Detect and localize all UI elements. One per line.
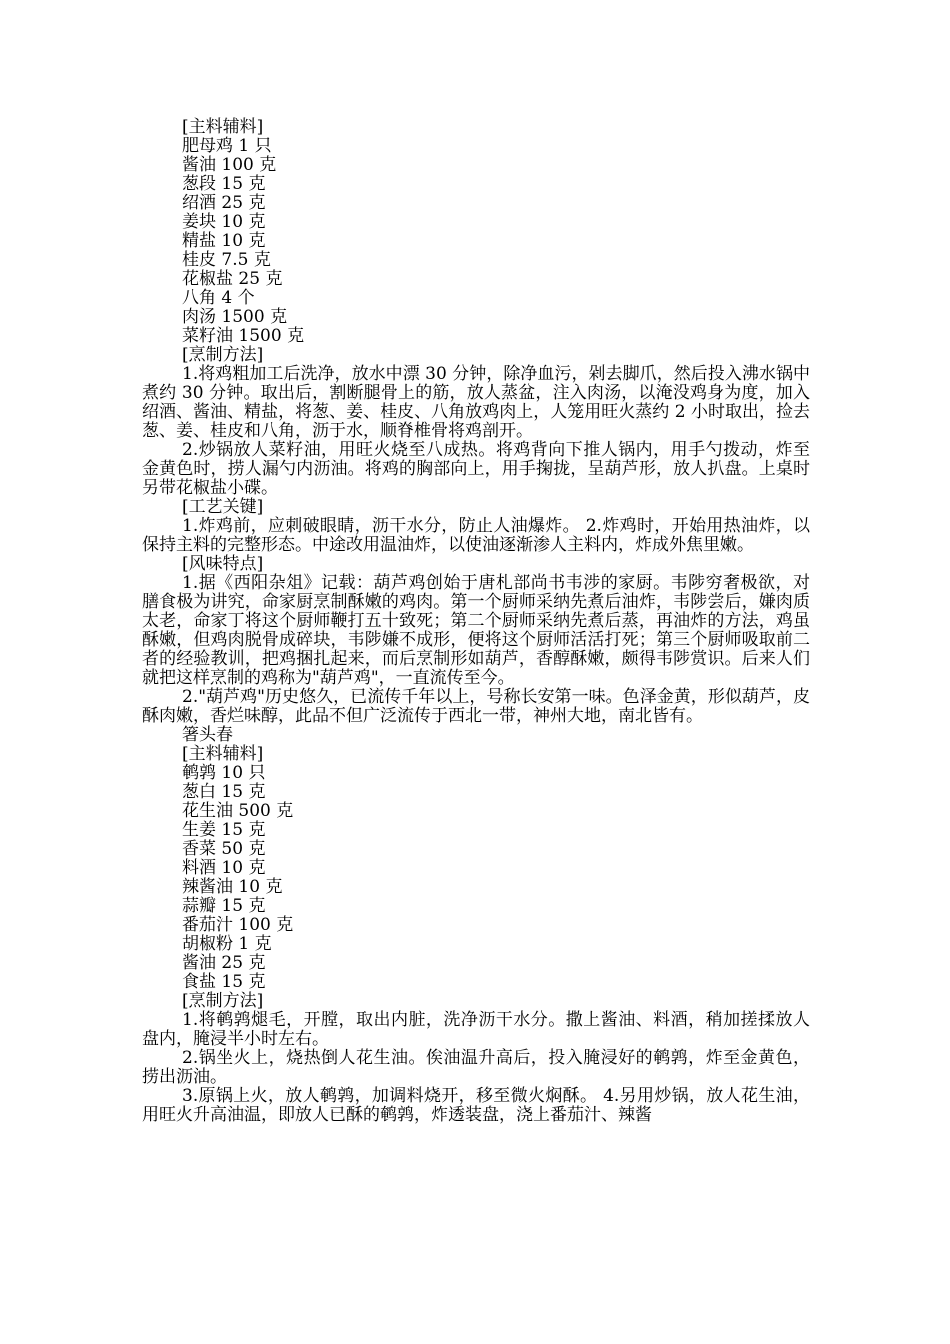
text-line: 辣酱油 10 克 xyxy=(182,877,283,897)
text-line: 八角 4 个 xyxy=(182,288,255,308)
text-line: [主料辅料] xyxy=(182,744,264,764)
text-line: 食盐 15 克 xyxy=(182,972,266,992)
text-line: [烹制方法] xyxy=(182,345,264,365)
paragraph: 2.炒锅放人菜籽油，用旺火烧至八成热。将鸡背向下推人锅内，用手勺拨动，炸至金黄色时，捞人漏勺内沥油。将鸡的胸部向上，用手掬拢，呈葫芦形，放人扒盘。上桌时另带花椒盐小碟。 xyxy=(142,440,810,498)
text-line: [烹制方法] xyxy=(182,991,264,1011)
text-line: 肉汤 1500 克 xyxy=(182,307,288,327)
text-line: [风味特点] xyxy=(182,554,264,574)
text-line: 花椒盐 25 克 xyxy=(182,269,283,289)
text-line: 酱油 100 克 xyxy=(182,155,277,175)
text-line: 番茄汁 100 克 xyxy=(182,915,294,935)
text-line: [工艺关键] xyxy=(182,497,264,517)
text-line: 箸头春 xyxy=(182,725,233,745)
paragraph: 3.原锅上火，放人鹌鹑，加调料烧开，移至微火焖酥。 4.另用炒锅，放人花生油，用旺火升高油温，即放人已酥的鹌鹑，炸透装盘，浇上番茄汁、辣酱 xyxy=(142,1086,810,1125)
paragraph: 2."葫芦鸡"历史悠久，已流传千年以上，号称长安第一味。色泽金黄，形似葫芦，皮酥肉嫩，香烂味醇，此品不但广泛流传于西北一带，神州大地，南北皆有。 xyxy=(142,687,810,726)
text-line: 桂皮 7.5 克 xyxy=(182,250,271,270)
text-line: 蒜瓣 15 克 xyxy=(182,896,266,916)
text-line: 胡椒粉 1 克 xyxy=(182,934,272,954)
text-line: 生姜 15 克 xyxy=(182,820,266,840)
text-line: [主料辅料] xyxy=(182,117,264,137)
paragraph: 1.将鸡粗加工后洗净，放水中漂 30 分钟，除净血污，剁去脚爪，然后投入沸水锅中煮约 30 分钟。取出后，割断腿骨上的筋，放人蒸盆，注入肉汤，以淹没鸡身为度，加入绍酒、酱油、精盐，将葱、姜、桂皮、八角放鸡肉上，人笼用旺火蒸约 2 小时取出，捡去葱、姜、桂皮和八角，沥于水，顺脊椎骨将鸡剖开。 xyxy=(142,364,810,441)
text-line: 花生油 500 克 xyxy=(182,801,294,821)
paragraph: 2.锅坐火上，烧热倒人花生油。俟油温升高后，投入腌浸好的鹌鹑，炸至金黄色，捞出沥油。 xyxy=(142,1048,810,1087)
text-line: 鹌鹑 10 只 xyxy=(182,763,266,783)
text-line: 肥母鸡 1 只 xyxy=(182,136,272,156)
text-line: 葱段 15 克 xyxy=(182,174,266,194)
text-line: 菜籽油 1500 克 xyxy=(182,326,305,346)
paragraph: 1.据《西阳杂俎》记载：葫芦鸡创始于唐札部尚书韦涉的家厨。韦陟穷奢极欲，对膳食极为讲究，命家厨烹制酥嫩的鸡肉。第一个厨师采纳先煮后油炸，韦陟尝后，嫌肉质太老，命家丁将这个厨师鞭打五十致死；第二个厨师采纳先煮后蒸，再油炸的方法，鸡虽酥嫩，但鸡肉脱骨成碎块，韦陟嫌不成形，便将这个厨师活活打死；第三个厨师吸取前二者的经验教训，把鸡捆扎起来，而后烹制形如葫芦，香醇酥嫩，颇得韦陟赏识。后来人们就把这样烹制的鸡称为"葫芦鸡"，一直流传至今。 xyxy=(142,573,810,688)
text-line: 料酒 10 克 xyxy=(182,858,266,878)
text-line: 绍酒 25 克 xyxy=(182,193,266,213)
document-page xyxy=(142,118,810,1125)
text-line: 姜块 10 克 xyxy=(182,212,266,232)
paragraph: 1.炸鸡前，应刺破眼睛，沥干水分，防止人油爆炸。 2.炸鸡时，开始用热油炸，以保持主料的完整形态。中途改用温油炸，以使油逐渐渗人主料内，炸成外焦里嫩。 xyxy=(142,516,810,555)
text-line: 香菜 50 克 xyxy=(182,839,266,859)
text-line: 精盐 10 克 xyxy=(182,231,266,251)
text-line: 葱白 15 克 xyxy=(182,782,266,802)
paragraph: 1.将鹌鹑煺毛，开膛，取出内脏，洗净沥干水分。撒上酱油、料酒，稍加搓揉放人盘内，腌浸半小时左右。 xyxy=(142,1010,810,1049)
text-line: 酱油 25 克 xyxy=(182,953,266,973)
